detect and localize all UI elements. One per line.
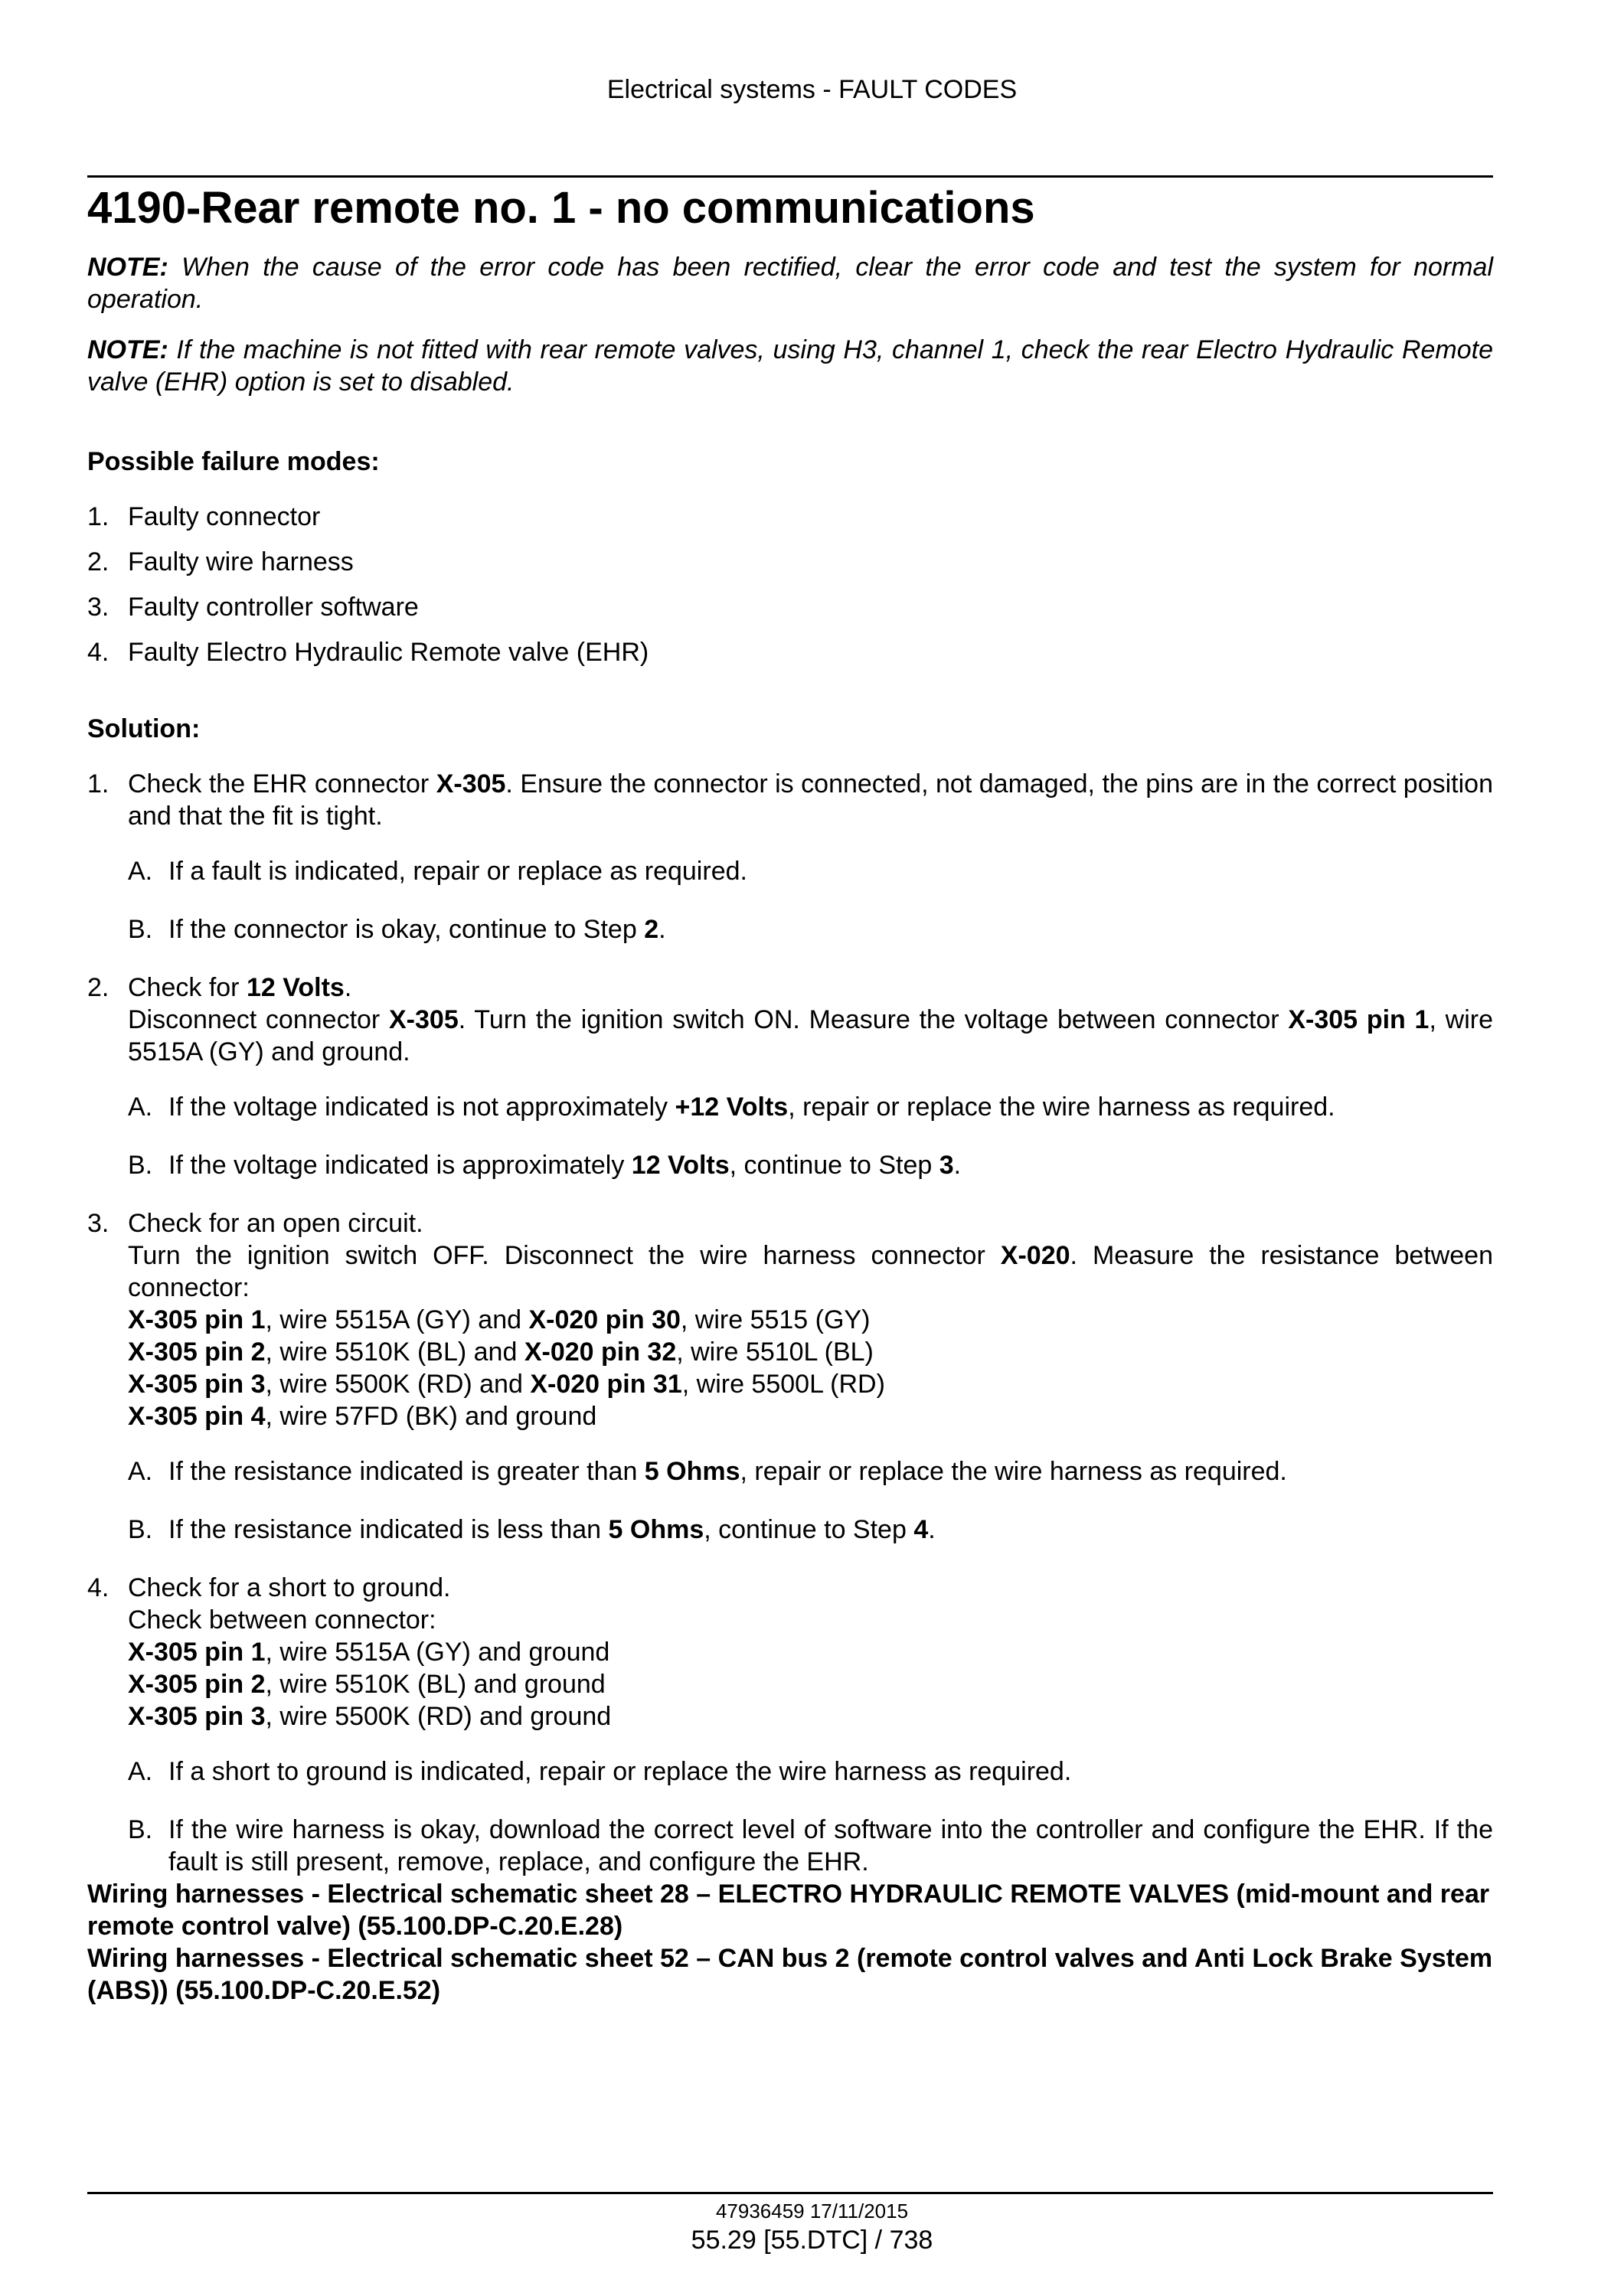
text-run: , wire 5500K (RD) and ground (265, 1702, 612, 1731)
bold-text: X-305 pin 3 (128, 1370, 266, 1399)
list-item (87, 591, 1493, 623)
step-line (128, 1207, 1493, 1239)
bold-text: X-305 pin 1 (1288, 1005, 1430, 1034)
step-line (128, 1004, 1493, 1068)
document-id: 47936459 17/11/2015 (715, 2200, 909, 2223)
note-text: When the cause of the error code has been rectified, clear the error code and test the system for normal operation. (87, 253, 1493, 314)
document-body (87, 251, 1493, 2007)
reference-link: Wiring harnesses - Electrical schematic sheet 28 – ELECTRO HYDRAULIC REMOTE VALVES (mid-mount and rear remote control valve) (55.100.DP-C.20.E.28) (87, 1880, 1490, 1941)
text-run: . Measure the resistance between connector: (128, 1241, 1493, 1302)
bold-text: 12 Volts (631, 1151, 730, 1180)
bold-text: 4 (913, 1515, 929, 1544)
text-run: . (953, 1151, 962, 1180)
note-label: NOTE: (87, 253, 168, 282)
text-run: Disconnect connector (128, 1005, 389, 1034)
list-number: 3. (87, 593, 109, 622)
step-number: 1. (87, 769, 109, 799)
sub-step-letter: A. (128, 1457, 153, 1486)
step-body (128, 972, 1493, 1068)
sub-step (128, 1514, 1493, 1546)
text-run: Check for an open circuit. (128, 1209, 423, 1238)
step-number: 3. (87, 1209, 109, 1238)
list-text: Faulty controller software (128, 593, 419, 622)
bold-text: X-020 (1000, 1241, 1070, 1270)
sub-step (128, 1091, 1493, 1123)
text-run: If the voltage indicated is approximately (168, 1151, 632, 1180)
sub-step-text (168, 1755, 1493, 1788)
list-text: Faulty wire harness (128, 547, 354, 576)
sub-step-letter: A. (128, 1092, 153, 1122)
text-run: If the connector is okay, continue to Step (168, 915, 645, 944)
references (87, 1878, 1493, 2007)
bold-text: X-305 pin 2 (128, 1337, 266, 1367)
step-body (128, 1572, 1493, 1733)
bold-text: X-020 pin 30 (528, 1305, 681, 1334)
list-number: 2. (87, 547, 109, 576)
text-run: . (658, 915, 666, 944)
sub-step-text (168, 913, 1493, 946)
text-run: , wire 5500K (RD) and (265, 1370, 531, 1399)
sub-step (128, 1455, 1493, 1488)
bold-text: X-305 pin 4 (128, 1402, 266, 1431)
failure-modes-heading: Possible failure modes: (87, 447, 380, 476)
step-line (128, 1604, 1493, 1636)
note-text: If the machine is not fitted with rear remote valves, using H3, channel 1, check the rear Electro Hydraulic Remote valve (EHR) option is set to disabled. (87, 335, 1493, 397)
sub-step-text (168, 1814, 1493, 1878)
solution-step (87, 768, 1493, 832)
list-item (87, 546, 1493, 578)
bold-text: 2 (644, 915, 659, 944)
sub-step (128, 913, 1493, 946)
step-body (128, 1207, 1493, 1432)
note-1 (87, 251, 1493, 315)
note-label: NOTE: (87, 335, 168, 364)
bold-text: 12 Volts (246, 973, 345, 1002)
text-run: , wire 57FD (BK) and ground (265, 1402, 597, 1431)
text-run: , wire 5500L (RD) (681, 1370, 885, 1399)
sub-step-text (168, 1149, 1493, 1181)
bold-text: X-305 (389, 1005, 459, 1034)
text-run: If the resistance indicated is less than (168, 1515, 609, 1544)
step-line (128, 1239, 1493, 1304)
list-text: Faulty Electro Hydraulic Remote valve (EHR) (128, 638, 649, 667)
note-2 (87, 334, 1493, 398)
solution-step (87, 1572, 1493, 1733)
bold-text: 3 (939, 1151, 954, 1180)
text-run: Check the EHR connector (128, 769, 436, 799)
step-line (128, 1700, 1493, 1733)
step-line (128, 1336, 1493, 1368)
sub-step (128, 1755, 1493, 1788)
footer-rule (87, 2192, 1493, 2194)
sub-step-letter: A. (128, 1757, 153, 1786)
sub-step (128, 1814, 1493, 1878)
text-run: . (928, 1515, 936, 1544)
text-run: , continue to Step (704, 1515, 914, 1544)
step-line (128, 1668, 1493, 1700)
list-item (87, 501, 1493, 533)
text-run: Turn the ignition switch OFF. Disconnect the wire harness connector (128, 1241, 1001, 1270)
text-run: , repair or replace the wire harness as required. (740, 1457, 1287, 1486)
bold-text: X-020 pin 31 (530, 1370, 682, 1399)
list-number: 1. (87, 502, 109, 531)
list-number: 4. (87, 638, 109, 667)
text-run: , wire 5515 (GY) (680, 1305, 871, 1334)
text-run: , wire 5510K (BL) and ground (265, 1670, 606, 1699)
step-line (128, 768, 1493, 832)
text-run: . Turn the ignition switch ON. Measure the voltage between connector (458, 1005, 1289, 1034)
sub-step-letter: B. (128, 1151, 153, 1180)
text-run: , wire 5515A (GY) and ground. (128, 1005, 1493, 1066)
text-run: , wire 5510L (BL) (676, 1337, 874, 1367)
sub-step-text (168, 1455, 1493, 1488)
text-run: . (344, 973, 352, 1002)
bold-text: X-305 (436, 769, 506, 799)
text-run: If a short to ground is indicated, repair or replace the wire harness as required. (168, 1757, 1072, 1786)
bold-text: X-020 pin 32 (524, 1337, 677, 1367)
page-number: 55.29 [55.DTC] / 738 (691, 2226, 933, 2255)
solution-step (87, 1207, 1493, 1432)
text-run: If the wire harness is okay, download the correct level of software into the controller and configure the EHR. If the fault is still present, remove, replace, and configure the EHR. (168, 1815, 1493, 1876)
step-number: 4. (87, 1573, 109, 1602)
text-run: If a fault is indicated, repair or replace as required. (168, 857, 747, 886)
bold-text: X-305 pin 1 (128, 1305, 266, 1334)
sub-step-letter: B. (128, 1815, 153, 1844)
page-header: Electrical systems - FAULT CODES (606, 75, 1018, 104)
reference-link: Wiring harnesses - Electrical schematic sheet 52 – CAN bus 2 (remote control valves and Anti Lock Brake System (ABS)) (55.100.DP-C.20.E.52) (87, 1944, 1493, 2005)
step-line (128, 1368, 1493, 1400)
sub-step-text (168, 1514, 1493, 1546)
text-run: Check for (128, 973, 247, 1002)
bold-text: 5 Ohms (608, 1515, 704, 1544)
text-run: Check between connector: (128, 1605, 436, 1635)
step-line (128, 1572, 1493, 1604)
text-run: Check for a short to ground. (128, 1573, 451, 1602)
text-run: . Ensure the connector is connected, not damaged, the pins are in the correct position and that the fit is tight. (128, 769, 1493, 831)
step-line (128, 972, 1493, 1004)
page-title: 4190-Rear remote no. 1 - no communications (87, 183, 1035, 233)
step-number: 2. (87, 973, 109, 1002)
bold-text: X-305 pin 1 (128, 1638, 266, 1667)
step-line (128, 1636, 1493, 1668)
bold-text: X-305 pin 2 (128, 1670, 266, 1699)
failure-modes-list (87, 501, 1493, 668)
sub-step (128, 855, 1493, 887)
list-item (87, 636, 1493, 668)
step-body (128, 768, 1493, 832)
text-run: , continue to Step (729, 1151, 939, 1180)
bold-text: X-305 pin 3 (128, 1702, 266, 1731)
list-text: Faulty connector (128, 502, 321, 531)
sub-step-letter: B. (128, 1515, 153, 1544)
text-run: , wire 5515A (GY) and (265, 1305, 529, 1334)
text-run: , repair or replace the wire harness as required. (788, 1092, 1335, 1122)
bold-text: +12 Volts (675, 1092, 789, 1122)
text-run: , wire 5515A (GY) and ground (265, 1638, 610, 1667)
step-line (128, 1304, 1493, 1336)
sub-step-letter: B. (128, 915, 153, 944)
solution-steps (87, 768, 1493, 1878)
sub-step-text (168, 1091, 1493, 1123)
solution-heading: Solution: (87, 714, 201, 743)
sub-step-text (168, 855, 1493, 887)
sub-step-letter: A. (128, 857, 153, 886)
text-run: If the resistance indicated is greater than (168, 1457, 645, 1486)
bold-text: 5 Ohms (644, 1457, 740, 1486)
text-run: If the voltage indicated is not approximately (168, 1092, 675, 1122)
solution-step (87, 972, 1493, 1068)
step-line (128, 1400, 1493, 1432)
sub-step (128, 1149, 1493, 1181)
text-run: , wire 5510K (BL) and (265, 1337, 524, 1367)
